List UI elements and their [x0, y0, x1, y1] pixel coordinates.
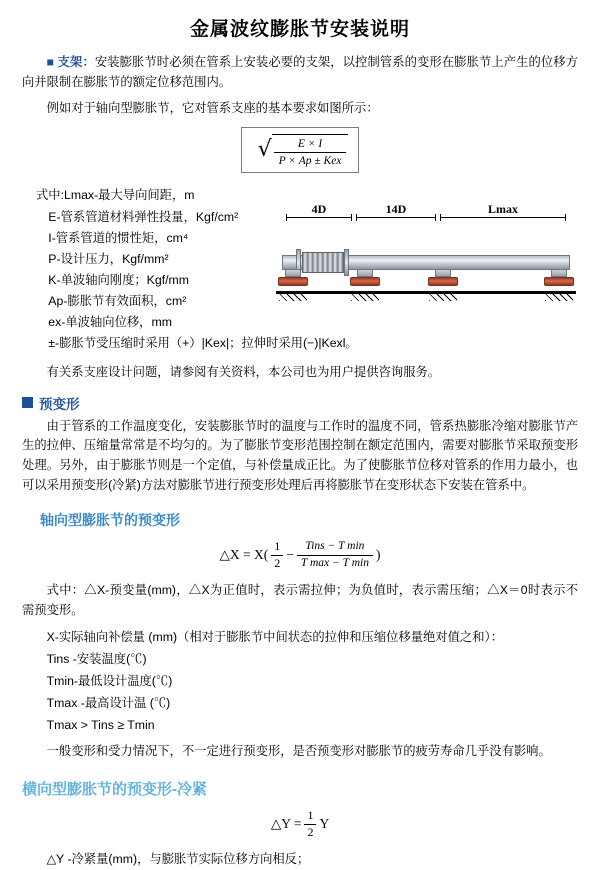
document-page: [0, 14, 600, 866]
hatch-icon: [279, 294, 307, 301]
axial-note-list: [22, 627, 578, 737]
ground-line: [276, 291, 576, 294]
section-pre-deformation-paragraph: 由于管系的工作温度变化，安装膨胀节时的温度与工作时的温度不同，管系热膨胀冷缩对膨胀节产生的拉伸、压缩量常常是不均匀的。为了膨胀节变形范围控制在额定范围内，需要对膨胀节采取预变形处理。另外，由于膨胀节则是一个定值，与补偿量成正比。为了使膨胀节位移对管系的作用力最小，也可以采用预变形(冷紧)方法对膨胀节进行预变形处理后再将膨胀节在变形状态下安装在管系中。: [22, 418, 578, 493]
hatch-icon: [429, 294, 457, 301]
list-item: ex-单波轴向位移，mm: [48, 315, 172, 330]
support-anchor-icon: [278, 269, 308, 291]
formula-delta-x: [22, 540, 578, 571]
list-item: K-单波轴向刚度；Kgf/mm: [48, 273, 190, 288]
section-support-paragraph-1: [22, 53, 578, 93]
axial-expansion-joint-support-diagram: [276, 202, 576, 315]
section-support-text-1: 安装膨胀节时必须在管系上安装必要的支架，以控制管系的变形在膨胀节上产生的位移方向并限制在膨胀节的额定位移范围内。: [22, 55, 578, 89]
formula-delta-x-fraction: $\frac{\text{Tins − T min}}{\text{T max − T min}}$: [297, 540, 373, 571]
section-support-heading-marker: ■ 支架：: [46, 55, 95, 69]
formula-delta-x-half: $\frac{1}{2}$: [271, 540, 283, 571]
formula-delta-y-half: $\frac{1}{2}$: [304, 809, 316, 840]
square-bullet-icon: [22, 397, 33, 408]
figure-dimension-line: [276, 202, 576, 225]
section-support-paragraph-2: 例如对于轴向型膨胀节，它对管系支座的基本要求如图所示：: [46, 100, 379, 115]
hatch-icon: [545, 294, 573, 301]
formula-lmax: [22, 127, 578, 174]
formula-delta-x-lhs: △X = X(: [219, 547, 269, 563]
bellows-icon: [302, 252, 344, 273]
list-item: 式中:Lmax-最大导向间距，m: [36, 188, 195, 203]
variables-and-figure: [22, 183, 578, 356]
axial-note-1: 式中：△X-预变量(mm)，△X为正值时，表示需拉伸；为负值时，表示需压缩；△X＝0时表示不需预变形。: [22, 582, 578, 617]
formula-delta-y: [22, 809, 578, 840]
section-support-paragraph-3: 有关系支座设计问题，请参阅有关资料，本公司也为用户提供咨询服务。: [46, 364, 441, 379]
list-item: I-管系管道的惯性矩，cm⁴: [48, 230, 189, 245]
support-guide-icon: [428, 269, 458, 291]
formula-lmax-denominator: P × Ap ± Kex: [274, 152, 347, 168]
formula-lmax-fraction: [272, 134, 349, 169]
formula-lmax-sqrt: [258, 132, 349, 169]
axial-note-2: 一般变形和受力情况下，不一定进行预变形，是否预变形对膨胀节的疲劳寿命几乎没有影响。: [46, 744, 551, 759]
figure-column: [272, 183, 578, 315]
subsection-axial-heading: 轴向型膨胀节的预变形: [40, 512, 180, 529]
figure-pipe-assembly: [276, 225, 576, 307]
formula-delta-y-lhs: △Y =: [270, 816, 302, 832]
list-item: Tins -安装温度(℃): [46, 651, 147, 666]
flange-icon: [344, 249, 349, 276]
figure-label-14d: 14D: [385, 202, 407, 217]
section-pre-deformation-heading: [22, 393, 578, 413]
list-item: Tmin-最低设计温度(℃): [46, 673, 173, 688]
list-item: Ap-膨胀节有效面积，cm²: [48, 294, 187, 309]
hatch-icon: [351, 294, 379, 301]
list-item: Tmax -最高设计温 (℃): [46, 695, 171, 710]
page-title: 金属波纹膨胀节安装说明: [189, 18, 410, 40]
subsection-lateral-heading: 横向型膨胀节的预变形-冷紧: [22, 781, 207, 799]
figure-label-lmax: Lmax: [488, 202, 518, 217]
formula-lmax-box: [241, 127, 360, 174]
section-pre-deformation-label: 预变形: [39, 396, 80, 412]
support-guide-icon: [350, 269, 380, 291]
lateral-note: △Y -冷紧量(mm)，与膨胀节实际位移方向相反；: [46, 851, 310, 866]
document-body: [0, 53, 600, 870]
list-item: ±-膨胀节受压缩时采用（+）|Kex|；拉伸时采用(−)|Kexl。: [48, 336, 358, 351]
list-item: X-实际轴向补偿量 (mm)（相对于膨胀节中间状态的拉伸和压缩位移量绝对值之和）：: [46, 629, 503, 644]
list-item: E-管系管道材料弹性投量，Kgf/cm²: [48, 209, 239, 224]
figure-label-4d: 4D: [311, 202, 327, 217]
list-item: Tmax > Tins ≥ Tmin: [46, 718, 155, 733]
support-anchor-icon: [544, 269, 574, 291]
formula-lmax-numerator: E × I: [297, 137, 323, 150]
list-item: P-设计压力，Kgf/mm²: [48, 251, 169, 266]
radical-icon: √: [257, 137, 272, 163]
formula-delta-x-rhs: ): [375, 547, 381, 563]
formula-delta-x-minus: −: [286, 547, 294, 563]
formula-delta-y-rhs: Y: [319, 816, 330, 832]
